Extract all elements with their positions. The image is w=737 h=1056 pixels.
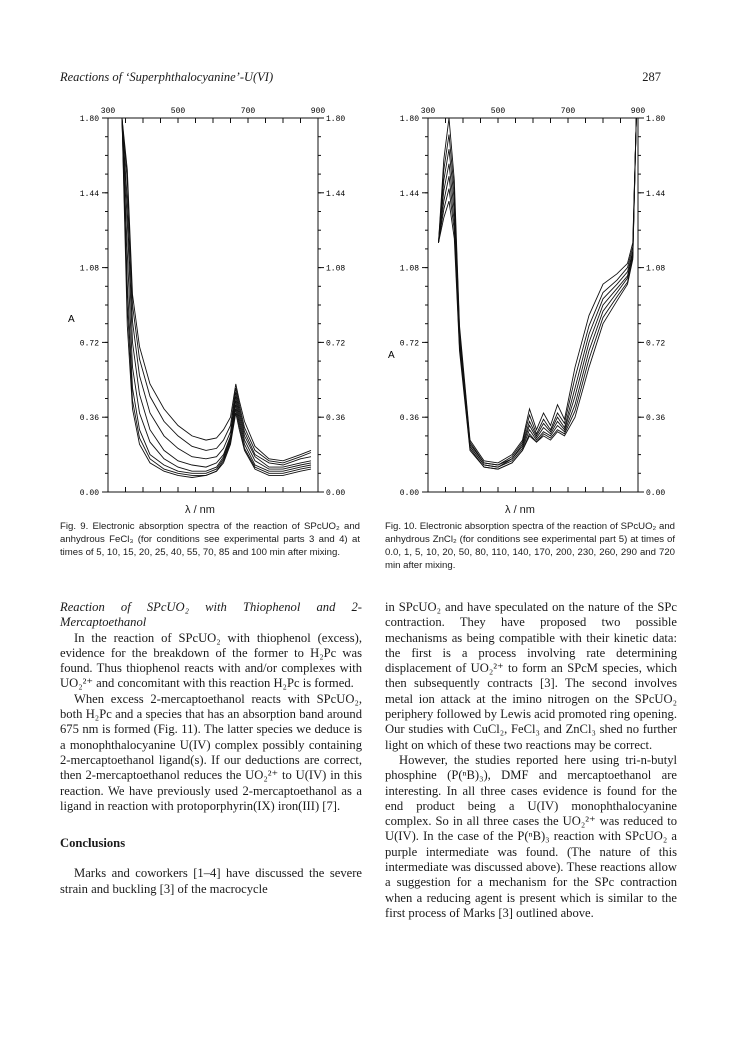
x-tick-label: 300 xyxy=(100,107,116,116)
left-paragraph-1: In the reaction of SPcUO₂ with thiophenol (excess), evidence for the breakdown of the former to H₂Pc was found. Thus thiophenol reacts with and/or complexes with UO₂²⁺ and concomitant with this reaction H₂Pc is formed. xyxy=(60,630,362,691)
section-heading-thiophenol: Reaction of SPcUO₂ with Thiophenol and 2-Mercaptoethanol xyxy=(60,600,362,630)
y-tick-label-left: 1.80 xyxy=(399,115,419,124)
y-tick-label-left: 0.36 xyxy=(79,414,99,424)
y-tick-label-left: 1.08 xyxy=(399,264,419,274)
y-tick-label-right: 1.80 xyxy=(646,115,666,124)
y-tick-label-right: 1.08 xyxy=(326,264,346,274)
y-tick-label-right: 0.72 xyxy=(646,339,666,349)
right-paragraph-1: in SPcUO₂ and have speculated on the nature of the SPc contraction. They have proposed two possible mechanisms as being compatible with their kinetic data: the first is a process involving rate determining displacement of UO₂²⁺ to form an SPcM species, which then subsequently contracts [3]. The second involves metal ion attack at the imino nitrogen on the SPcUO₂ periphery followed by Lewis acid promoted ring opening. Our studies with CuCl₂, FeCl₃ and ZnCl₃ shed no further light on which of these two reactions may be correct. xyxy=(385,600,677,752)
y-tick-label-right: 1.08 xyxy=(646,264,666,274)
left-paragraph-2: When excess 2-mercaptoethanol reacts with SPcUO₂, both H₂Pc and a species that has an absorption band around 675 nm is formed (Fig. 11). The latter species we deduce is a monophthalocyanine U(IV) complex possibly containing 2-mercaptoethanol ligand(s). If our deductions are correct, then 2-mercaptoethanol reduces the UO₂²⁺ to U(IV) in this reaction. We have previously used 2-mercaptoethanol as a ligand in reaction with protoporphyrin(IX) iron(III) [7]. xyxy=(60,691,362,813)
y-tick-label-left: 0.36 xyxy=(399,414,419,424)
y-tick-label-left: 1.44 xyxy=(79,189,99,199)
y-tick-label-right: 0.00 xyxy=(326,489,346,498)
series-line-1 xyxy=(122,118,311,461)
y-tick-label-right: 1.44 xyxy=(646,189,666,199)
x-tick-label: 300 xyxy=(420,107,436,116)
series-line-2 xyxy=(122,118,311,463)
axis-ticks xyxy=(400,107,666,498)
y-tick-label-left: 1.08 xyxy=(79,264,99,274)
figure-9-x-axis-label: λ / nm xyxy=(185,504,215,516)
x-tick-label: 700 xyxy=(240,107,256,116)
series-line-3 xyxy=(122,118,311,465)
series-line-1 xyxy=(439,118,637,463)
series-line-4 xyxy=(122,118,311,467)
series-line-4 xyxy=(439,118,637,467)
left-paragraph-3: Marks and coworkers [1–4] have discussed the severe strain and buckling [3] of the macrocycle xyxy=(60,866,362,896)
right-paragraph-2: However, the studies reported here using tri-n-butyl phosphine (P(ⁿB)₃), DMF and mercaptoethanol are interesting. In all three cases evidence is found for the end product being a U(IV) monophthalocyanine complex. So in all three cases the UO₂²⁺ was reduced to U(IV). In the case of the P(ⁿB)₃ reaction with SPcUO₂ a purple intermediate was found. (The nature of this intermediate was discussed above). These reactions allow a suggestion for a mechanism for the SPc contraction when a reducing agent is present which is similar to the first process of Marks [3] outlined above. xyxy=(385,752,677,920)
x-tick-label: 500 xyxy=(170,107,186,116)
y-tick-label-left: 1.44 xyxy=(399,189,419,199)
y-tick-label-right: 0.36 xyxy=(646,414,666,424)
right-column xyxy=(385,600,677,921)
series-line-5 xyxy=(439,118,637,467)
figure-10 xyxy=(380,100,680,502)
y-tick-label-left: 0.00 xyxy=(399,489,419,498)
series-line-3 xyxy=(439,118,637,465)
y-tick-label-left: 1.80 xyxy=(79,115,99,124)
page-number: 287 xyxy=(642,70,661,84)
y-tick-label-right: 0.00 xyxy=(646,489,666,498)
figure-10-plot xyxy=(380,100,680,502)
figure-9-plot xyxy=(60,100,360,502)
series-line-8 xyxy=(122,118,311,478)
series-line-5 xyxy=(122,118,311,471)
running-title: Reactions of ‘Superphthalocyanine’-U(VI) xyxy=(60,70,274,84)
x-tick-label: 900 xyxy=(630,107,646,116)
x-tick-label: 900 xyxy=(310,107,326,116)
y-tick-label-right: 0.72 xyxy=(326,339,346,349)
series-line-2 xyxy=(439,118,637,465)
figure-9 xyxy=(60,100,360,502)
x-tick-label: 700 xyxy=(560,107,576,116)
x-tick-label: 500 xyxy=(490,107,506,116)
plot-frame xyxy=(428,118,638,492)
y-tick-label-right: 1.80 xyxy=(326,115,346,124)
figure-10-x-axis-label: λ / nm xyxy=(505,504,535,516)
figure-10-caption: Fig. 10. Electronic absorption spectra of the reaction of SPcUO₂ and anhydrous ZnCl₂ (for conditions see experimental part 5) at times of 0.0, 1, 5, 10, 20, 50, 80, 110, 140, 170, 200, 230, 260, 290 and 720 min after mixing. xyxy=(385,521,675,571)
figure-9-caption: Fig. 9. Electronic absorption spectra of the reaction of SPcUO₂ and anhydrous FeCl₃ (for conditions see experimental parts 3 and 4) at times of 5, 10, 15, 20, 25, 40, 55, 70, 85 and 100 min after mixing. xyxy=(60,521,360,558)
y-axis-label: A xyxy=(388,350,395,361)
y-tick-label-left: 0.72 xyxy=(399,339,419,349)
series-line-6 xyxy=(122,118,311,473)
series-line-7 xyxy=(122,118,311,475)
y-tick-label-left: 0.72 xyxy=(79,339,99,349)
left-column xyxy=(60,600,362,897)
y-tick-label-left: 0.00 xyxy=(79,489,99,498)
y-tick-label-right: 0.36 xyxy=(326,414,346,424)
y-axis-label: A xyxy=(68,314,75,325)
axis-ticks xyxy=(80,107,346,498)
section-heading-conclusions: Conclusions xyxy=(60,836,126,851)
y-tick-label-right: 1.44 xyxy=(326,189,346,199)
